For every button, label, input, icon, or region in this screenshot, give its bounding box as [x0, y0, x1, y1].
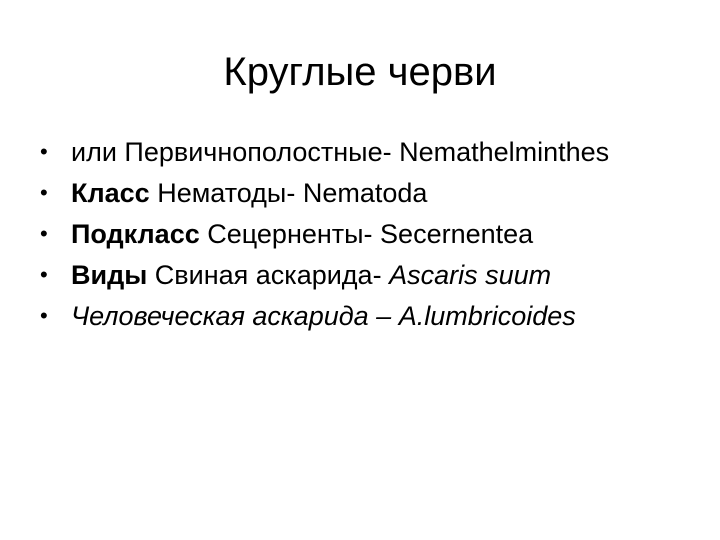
bullet-icon: •: [40, 303, 48, 328]
bullet-icon: •: [40, 180, 48, 205]
bullet-text: или Первичнополостные- Nemathelminthes: [71, 137, 610, 167]
bullet-label: Виды: [71, 260, 148, 290]
bullet-item-species: [40, 259, 700, 291]
slide-title: Круглые черви: [223, 50, 497, 94]
bullet-text: Человеческая аскарида – A.lumbricoides: [71, 301, 576, 331]
bullet-text: Свиная аскарида-: [147, 260, 390, 290]
bullet-label: Подкласс: [71, 219, 200, 249]
bullet-item-subclass: [40, 218, 700, 250]
bullet-text: Нематоды- Nematoda: [149, 178, 428, 208]
bullet-latin-name: Ascaris suum: [389, 260, 552, 290]
bullet-icon: •: [40, 221, 48, 246]
bullet-label: Класс: [71, 178, 150, 208]
bullet-icon: •: [40, 262, 48, 287]
bullet-icon: •: [40, 139, 48, 164]
bullet-text: Сецерненты- Secernentea: [199, 219, 534, 249]
bullet-list: [40, 136, 700, 341]
bullet-item-class: [40, 177, 700, 209]
bullet-item-human-species: [40, 300, 700, 332]
bullet-item-phylum: [40, 136, 700, 168]
